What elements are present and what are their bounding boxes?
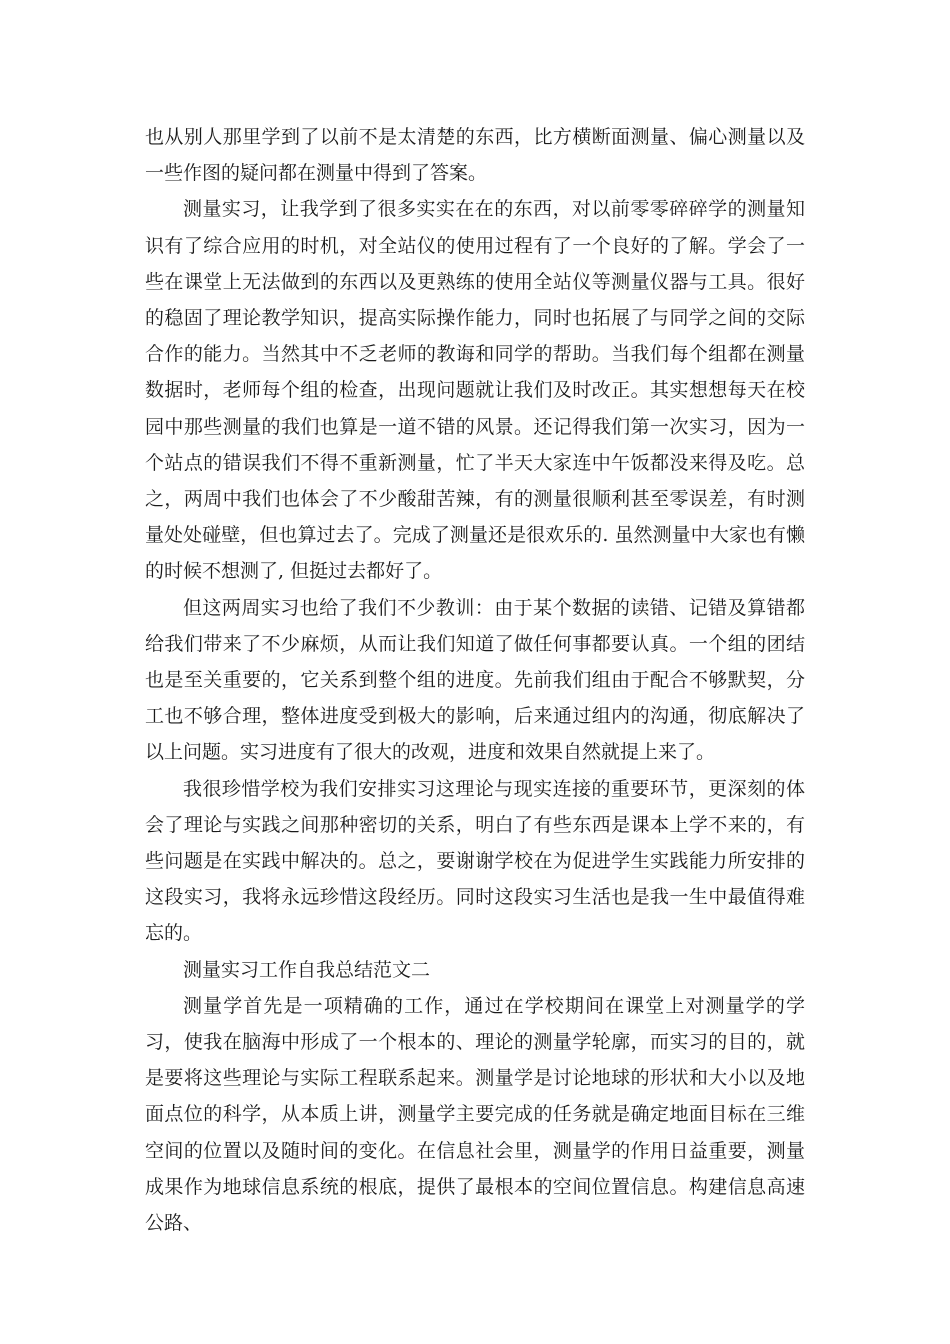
- paragraph-survey-practice: 测量实习，让我学到了很多实实在在的东西，对以前零零碎碎学的测量知识有了综合应用的时机，对全站仪的使用过程有了一个良好的了解。学会了一些在课堂上无法做到的东西以及更熟练的使用全站仪等测量仪器与工具。很好的稳固了理论教学知识，提高实际操作能力，同时也拓展了与同学之间的交际合作的能力。当然其中不乏老师的教诲和同学的帮助。当我们每个组都在测量数据时，老师每个组的检查，出现问题就让我们及时改正。其实想想每天在校园中那些测量的我们也算是一道不错的风景。还记得我们第一次实习，因为一个站点的错误我们不得不重新测量，忙了半天大家连中午饭都没来得及吃。总之，两周中我们也体会了不少酸甜苦辣，有的测量很顺利甚至零误差，有时测量处处碰壁，但也算过去了。完成了测量还是很欢乐的. 虽然测量中大家也有懒的时候不想测了, 但挺过去都好了。: [145, 198, 805, 583]
- section-heading: 测量实习工作自我总结范文二: [183, 958, 431, 981]
- paragraph-surveying-intro: 测量学首先是一项精确的工作，通过在学校期间在课堂上对测量学的学习，使我在脑海中形成了一个根本的、理论的测量学轮廓，而实习的目的，就是要将这些理论与实际工程联系起来。测量学是讨论地球的形状和大小以及地面点位的科学，从本质上讲，测量学主要完成的任务就是确定地面目标在三维空间的位置以及随时间的变化。在信息社会里，测量学的作用日益重要，测量成果作为地球信息系统的根底，提供了最根本的空间位置信息。构建信息高速公路、: [145, 994, 805, 1235]
- paragraph-continuation: 也从别人那里学到了以前不是太清楚的东西，比方横断面测量、偏心测量以及一些作图的疑问都在测量中得到了答案。: [145, 126, 805, 185]
- document-body: [145, 119, 805, 1241]
- paragraph-gratitude: 我很珍惜学校为我们安排实习这理论与现实连接的重要环节，更深刻的体会了理论与实践之间那种密切的关系，明白了有些东西是课本上学不来的，有些问题是在实践中解决的。总之，要谢谢学校在为促进学生实践能力所安排的这段实习，我将永远珍惜这段经历。同时这段实习生活也是我一生中最值得难忘的。: [145, 777, 805, 945]
- paragraph-lessons: 但这两周实习也给了我们不少教训：由于某个数据的读错、记错及算错都给我们带来了不少麻烦，从而让我们知道了做任何事都要认真。一个组的团结也是至关重要的，它关系到整个组的进度。先前我们组由于配合不够默契，分工也不够合理，整体进度受到极大的影响，后来通过组内的沟通，彻底解决了以上问题。实习进度有了很大的改观，进度和效果自然就提上来了。: [145, 596, 805, 764]
